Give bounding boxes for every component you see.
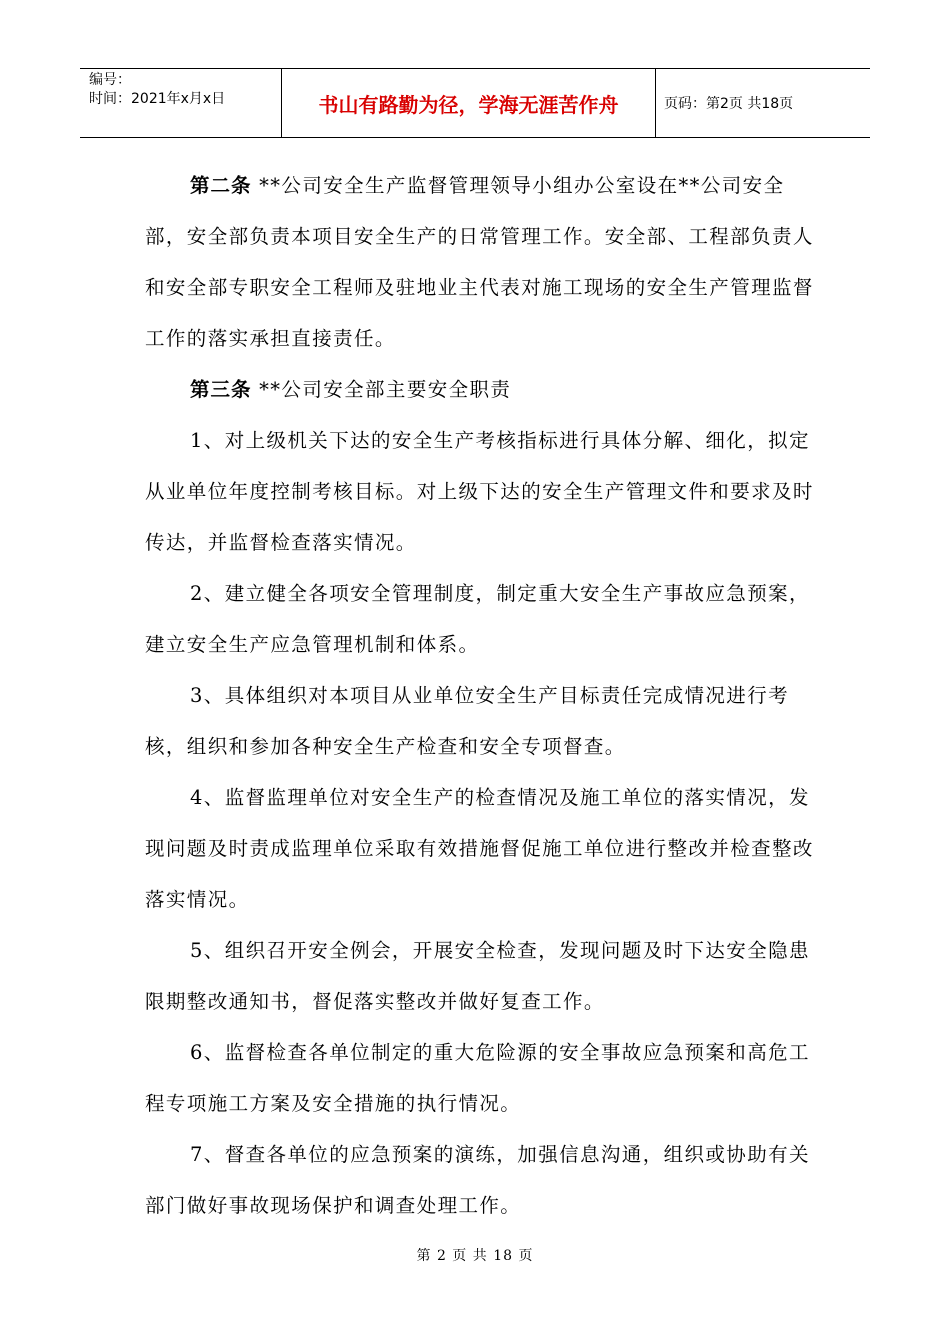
paragraph-item-3	[145, 670, 825, 772]
paragraph-text: 5、组织召开安全例会，开展安全检查，发现问题及时下达安全隐患限期整改通知书，督促落实整改并做好复查工作。	[145, 939, 810, 1013]
paragraph-article-3	[145, 364, 825, 415]
paragraph-item-1	[145, 415, 825, 568]
paragraph-article-2	[145, 160, 825, 364]
paragraph-text: 3、具体组织对本项目从业单位安全生产目标责任完成情况进行考核，组织和参加各种安全生产检查和安全专项督查。	[145, 684, 790, 758]
paragraph-text: 1、对上级机关下达的安全生产考核指标进行具体分解、细化，拟定从业单位年度控制考核目标。对上级下达的安全生产管理文件和要求及时传达，并监督检查落实情况。	[145, 429, 814, 554]
paragraph-text: **公司安全生产监督管理领导小组办公室设在**公司安全部，安全部负责本项目安全生产的日常管理工作。安全部、工程部负责人和安全部专职安全工程师及驻地业主代表对施工现场的安全生产管理监督工作的落实承担直接责任。	[145, 174, 814, 350]
article-heading: 第三条	[190, 378, 252, 401]
paragraph-text: 4、监督监理单位对安全生产的检查情况及施工单位的落实情况，发现问题及时责成监理单位采取有效措施督促施工单位进行整改并检查整改落实情况。	[145, 786, 814, 911]
paragraph-item-2	[145, 568, 825, 670]
paragraph-text: 7、督查各单位的应急预案的演练，加强信息沟通，组织或协助有关部门做好事故现场保护和调查处理工作。	[145, 1143, 810, 1217]
paragraph-item-5	[145, 925, 825, 1027]
paragraph-text: 2、建立健全各项安全管理制度，制定重大安全生产事故应急预案，建立安全生产应急管理机制和体系。	[145, 582, 810, 656]
page-footer: 第 2 页 共 18 页	[416, 1248, 534, 1264]
document-body	[145, 160, 825, 1231]
paragraph-item-7	[145, 1129, 825, 1231]
paragraph-item-6	[145, 1027, 825, 1129]
article-heading: 第二条	[190, 174, 252, 197]
page-header	[80, 68, 870, 138]
paragraph-text: **公司安全部主要安全职责	[251, 378, 512, 401]
paragraph-text: 6、监督检查各单位制定的重大危险源的安全事故应急预案和高危工程专项施工方案及安全措施的执行情况。	[145, 1041, 810, 1115]
document-time-label: 时间：2021年x月x日	[89, 91, 226, 107]
header-page-info: 页码：第2页 共18页	[664, 96, 794, 112]
paragraph-item-4	[145, 772, 825, 925]
header-meta	[80, 69, 282, 137]
document-number-label: 编号：	[89, 72, 131, 88]
header-motto: 书山有路勤为径，学海无涯苦作舟	[282, 69, 656, 137]
